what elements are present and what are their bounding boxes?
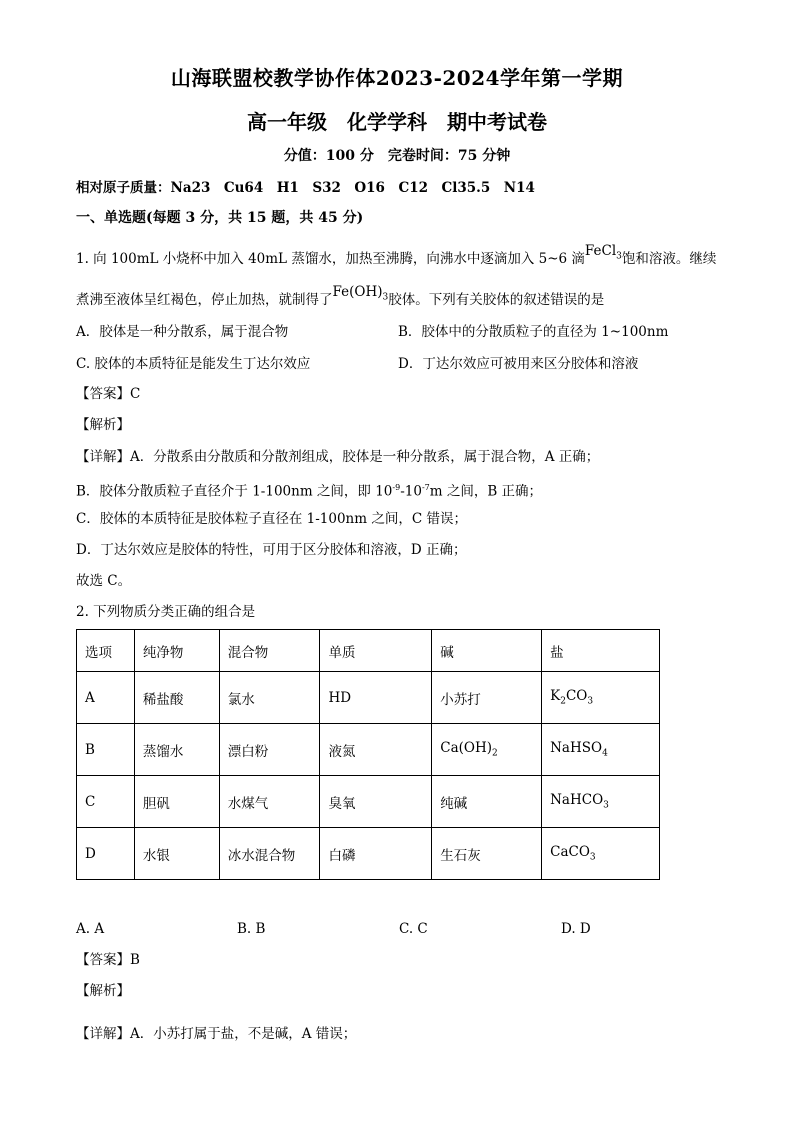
q1-detail-b: B．胶体分散质粒子直径介于 1-100nm 之间，即 $10^{-9}-10^{-7}m$ 之间，B 正确； xyxy=(76,483,543,500)
table-row xyxy=(77,724,660,776)
table-cell: 水煤气 xyxy=(219,776,320,828)
q2-option-b: B. B xyxy=(237,921,266,937)
q1-option-d: D．丁达尔效应可被用来区分胶体和溶液 xyxy=(398,356,639,372)
table-cell: B xyxy=(77,724,135,776)
q1-stem-text-a: 1. 向 100mL 小烧杯中加入 40mL 蒸馏水，加热至沸腾，向沸水中逐滴加入 5~6 滴 xyxy=(76,251,585,267)
atomic-mass-line: 相对原子质量：Na23 Cu64 H1 S32 O16 C12 Cl35.5 N14 xyxy=(76,180,535,196)
table-header-cell: 单质 xyxy=(320,630,432,672)
table-row xyxy=(77,776,660,828)
q1-detail-a: 【详解】A．分散系由分散质和分散剂组成，胶体是一种分散系，属于混合物，A 正确； xyxy=(76,449,600,465)
q1-option-c: C. 胶体的本质特征是能发生丁达尔效应 xyxy=(76,356,311,372)
q2-option-c: C. C xyxy=(399,921,428,937)
exam-subtitle: 高一年级 化学学科 期中考试卷 xyxy=(247,110,547,134)
q1-formula-fecl3: FeCl$_3$ xyxy=(584,243,622,262)
q1-option-a: A．胶体是一种分散系，属于混合物 xyxy=(76,324,289,340)
table-row xyxy=(77,672,660,724)
q1-conclusion: 故选 C。 xyxy=(76,573,132,589)
q1-answer: 【答案】C xyxy=(76,386,141,402)
exam-info: 分值：100 分 完卷时间：75 分钟 xyxy=(283,148,511,164)
q2-detail-a: 【详解】A．小苏打属于盐，不是碱，A 错误； xyxy=(76,1026,357,1042)
table-cell: A xyxy=(77,672,135,724)
q1-analysis-label: 【解析】 xyxy=(76,417,130,433)
table-header-cell: 选项 xyxy=(77,630,135,672)
section-heading: 一、单选题(每题 3 分，共 15 题，共 45 分) xyxy=(76,210,364,226)
table-cell-formula: $K_2CO_3$ xyxy=(542,672,660,724)
table-cell: 小苏打 xyxy=(432,672,542,724)
classification-table xyxy=(76,629,660,880)
q2-stem: 2. 下列物质分类正确的组合是 xyxy=(76,604,256,620)
q1-stem-line1 xyxy=(76,243,717,275)
table-cell-formula: CaCO$_3$ xyxy=(542,828,660,880)
table-cell: C xyxy=(77,776,135,828)
table-cell: 水银 xyxy=(134,828,219,880)
q1-detail-d: D．丁达尔效应是胶体的特性，可用于区分胶体和溶液，D 正确； xyxy=(76,542,467,558)
table-cell: D xyxy=(77,828,135,880)
table-cell: 稀盐酸 xyxy=(134,672,219,724)
table-cell: 胆矾 xyxy=(134,776,219,828)
table-header-cell: 碱 xyxy=(432,630,542,672)
q1-stem-tail-a: 饱和溶液。继续 xyxy=(621,251,717,267)
q1-stem-line2 xyxy=(76,284,605,316)
table-cell-formula: NaHCO$_3$ xyxy=(542,776,660,828)
table-cell: 白磷 xyxy=(320,828,432,880)
table-cell: 氯水 xyxy=(219,672,320,724)
table-row xyxy=(77,828,660,880)
table-cell: HD xyxy=(320,672,432,724)
table-cell: 蒸馏水 xyxy=(134,724,219,776)
table-header-cell: 盐 xyxy=(542,630,660,672)
table-cell: 纯碱 xyxy=(432,776,542,828)
q2-answer: 【答案】B xyxy=(76,952,140,968)
q2-option-a: A. A xyxy=(76,921,105,937)
table-cell-formula: $Ca(OH)_2$ xyxy=(432,724,542,776)
table-cell: 冰水混合物 xyxy=(219,828,320,880)
table-header-cell: 纯净物 xyxy=(134,630,219,672)
table-cell-formula: NaHSO$_4$ xyxy=(542,724,660,776)
q1-detail-c: C．胶体的本质特征是胶体粒子直径在 1-100nm 之间，C 错误； xyxy=(76,511,467,527)
table-cell: 液氮 xyxy=(320,724,432,776)
q1-stem-text-b: 煮沸至液体呈红褐色，停止加热，就制得了 xyxy=(76,292,333,308)
table-cell: 生石灰 xyxy=(432,828,542,880)
table-cell: 漂白粉 xyxy=(219,724,320,776)
table-cell: 臭氧 xyxy=(320,776,432,828)
q1-option-b: B．胶体中的分散质粒子的直径为 1~100nm xyxy=(398,324,669,340)
table-header-row xyxy=(77,630,660,672)
q2-option-d: D. D xyxy=(561,921,591,937)
table-header-cell: 混合物 xyxy=(219,630,320,672)
q1-stem-tail-b: 胶体。下列有关胶体的叙述错误的是 xyxy=(388,292,605,308)
q2-analysis-label: 【解析】 xyxy=(76,983,130,999)
exam-title: 山海联盟校教学协作体2023-2024学年第一学期 xyxy=(170,66,624,90)
q1-formula-feoh3: $Fe(OH)_3$ xyxy=(332,284,389,303)
